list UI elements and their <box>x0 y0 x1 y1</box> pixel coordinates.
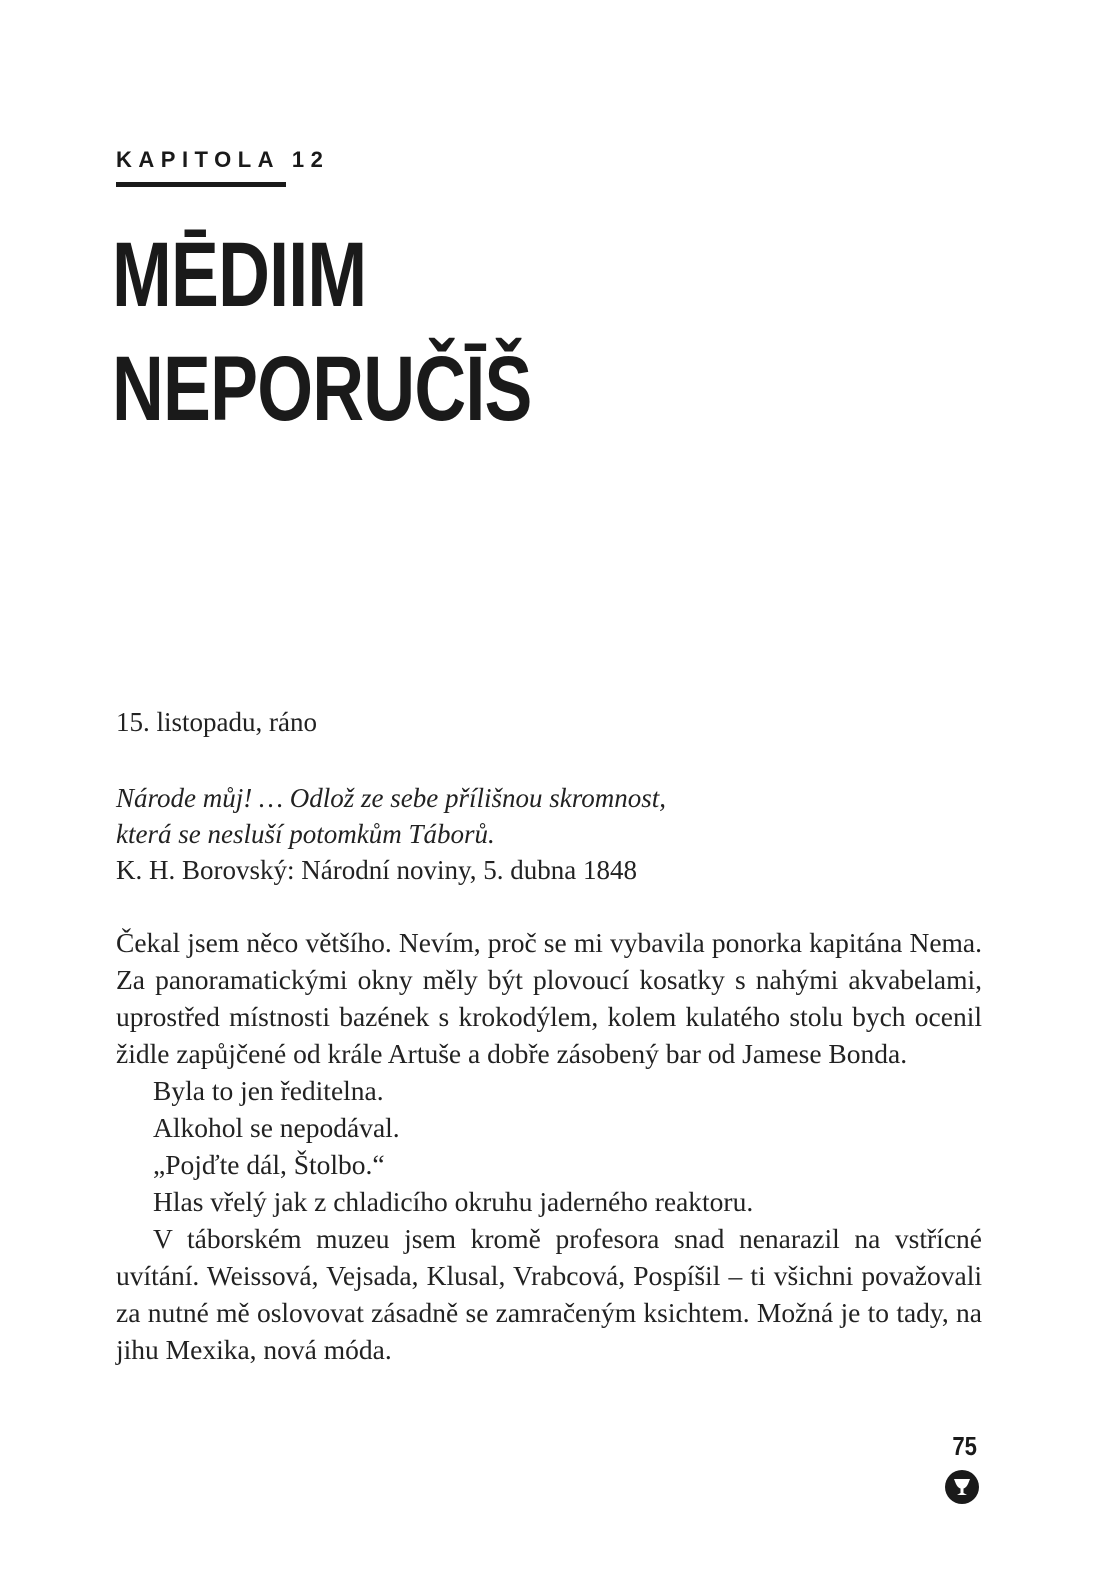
chapter-title <box>112 218 650 446</box>
paragraph: Hlas vřelý jak z chladicího okruhu jaderného reaktoru. <box>153 1186 754 1217</box>
chapter-rule <box>116 182 286 187</box>
chapter-title-line-2: NEPORUČĪŠ <box>112 338 532 440</box>
epigraph <box>116 780 986 888</box>
epigraph-quote-line-2: která se nesluší potomkům Táborů. <box>116 819 495 849</box>
epigraph-quote-line-1: Národe můj! … Odlož ze sebe přílišnou skromnost, <box>116 783 666 813</box>
body-text <box>116 924 982 1368</box>
epigraph-attribution: K. H. Borovský: Národní noviny, 5. dubna 1848 <box>116 855 637 885</box>
chapter-title-line-1: MĒDIIM <box>112 224 367 326</box>
goblet-icon <box>944 1469 980 1505</box>
paragraph: „Pojďte dál, Štolbo.“ <box>153 1149 385 1180</box>
chapter-label: KAPITOLA 12 <box>116 147 330 172</box>
page-number: 75 <box>952 1431 977 1461</box>
paragraph: Byla to jen ředitelna. <box>153 1075 384 1106</box>
paragraph: V táborském muzeu jsem kromě profesora snad nenarazil na vstřícné uvítání. Weissová, Vejsada, Klusal, Vrabcová, Pospíšil – ti všichni považovali za nutné mě oslovovat zásadně se zamračeným ksichtem. Možná je to tady, na jihu Mexika, nová móda. <box>116 1223 982 1365</box>
paragraph: Alkohol se nepodával. <box>153 1112 400 1143</box>
date-heading: 15. listopadu, ráno <box>116 707 317 737</box>
paragraph: Čekal jsem něco většího. Nevím, proč se mi vybavila ponorka kapitána Nema. Za panoramatickými okny měly být plovoucí kosatky s nahými akvabelami, uprostřed místnosti bazének s krokodýlem, kolem kulatého stolu bych ocenil židle zapůjčené od krále Artuše a dobře zásobený bar od Jamese Bonda. <box>116 927 982 1069</box>
